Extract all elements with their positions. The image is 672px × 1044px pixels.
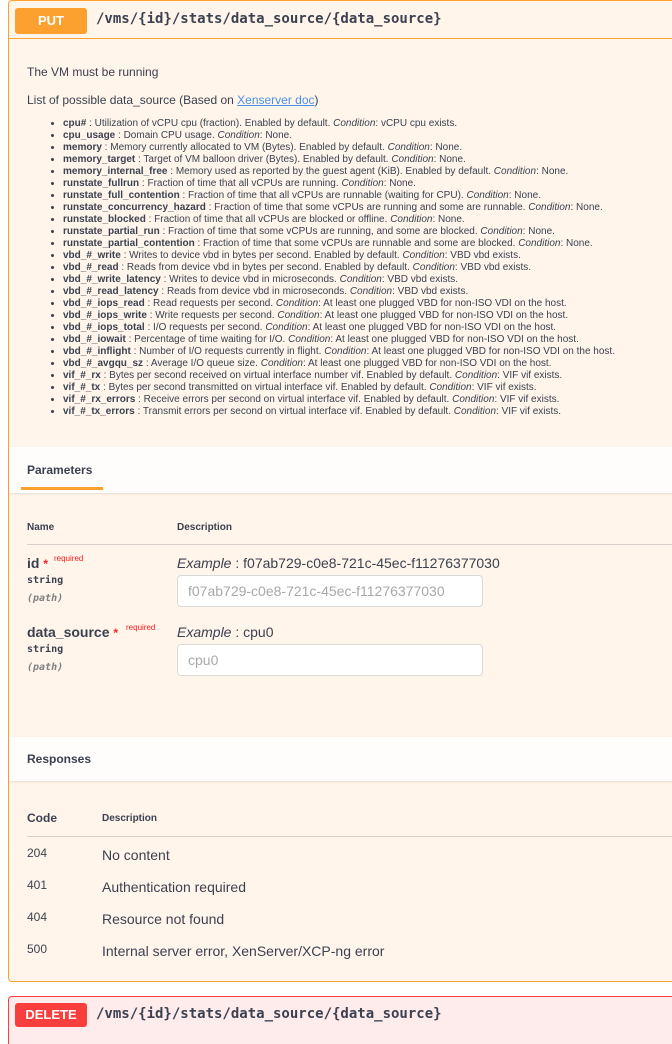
data-source-name: vbd_#_read [63,262,119,273]
data-source-condition-label: Condition [390,214,433,225]
data-source-condition-text: : VBD vbd exists. [392,286,469,297]
description-data-source-intro: List of possible data_source (Based on Xenserver doc) [27,93,319,107]
data-source-name: cpu# [63,118,87,129]
param-location-id: (path) [27,593,64,604]
data-source-condition-text: : VIF vif exists. [497,370,563,381]
data-source-condition-text: : At least one plugged VBD for non-ISO VDI on the host. [307,322,557,333]
data-source-condition-label: Condition [518,238,561,249]
data-source-item [63,370,672,382]
data-source-item [63,310,672,322]
data-source-item [63,406,672,418]
data-source-condition-text: : At least one plugged VBD for non-ISO VDI on the host. [318,298,567,309]
param-example-data-source: Example : cpu0 [177,624,274,640]
data-source-text: : Reads from device vbd in bytes per second. Enabled by default. [118,262,413,273]
data-source-list [27,118,672,418]
data-source-name: vbd_#_write [63,250,121,261]
data-source-item [63,382,672,394]
put-operation-summary[interactable] [9,1,672,39]
data-source-condition-label: Condition [275,298,319,309]
response-description: Authentication required [102,879,246,895]
response-description: No content [102,847,170,863]
data-source-text: : Fraction of time that some vCPUs are runnable and some are blocked. [194,238,519,249]
data-source-condition-label: Condition [333,118,376,129]
data-source-text: : Writes to device vbd in bytes per second. Enabled by default. [120,250,403,261]
param-example-id: Example : f07ab729-c0e8-721c-45ec-f11276377030 [177,555,500,571]
response-description: Resource not found [102,911,225,927]
data-source-condition-text: : None. [432,214,465,225]
data-source-name: memory_target [63,154,136,165]
data-source-condition-text: : None. [522,226,555,237]
data-source-text: : I/O requests per second. [144,322,266,333]
data-source-text: : Fraction of time that some vCPUs are running and some are runnable. [205,202,529,213]
data-source-text: : Write requests per second. [146,310,278,321]
xenserver-doc-link[interactable]: Xenserver doc [237,93,315,107]
data-source-item [63,298,672,310]
data-source-condition-label: Condition [528,202,571,213]
data-source-condition-label: Condition [412,262,455,273]
data-source-text: : Memory currently allocated to VM (Bytes). Enabled by default. [101,142,388,153]
data-source-condition-label: Condition [339,274,382,285]
response-code: 401 [27,878,48,892]
data-source-item [63,190,672,202]
data-source-condition-text: : VIF vif exists. [471,382,537,393]
data-source-condition-text: : vCPU cpu exists. [375,118,458,129]
data-source-condition-text: : At least one plugged VBD for non-ISO VDI on the host. [319,310,569,321]
data-source-condition-label: Condition [429,382,472,393]
data-source-item [63,226,672,238]
param-input-data-source[interactable] [177,644,483,676]
data-source-name: vbd_#_read_latency [63,286,159,297]
responses-header [9,737,672,781]
param-type-id: string [27,575,64,586]
data-source-item [63,250,672,262]
data-source-condition-label: Condition [265,322,308,333]
data-source-condition-label: Condition [387,142,430,153]
parameters-tab-underline [21,487,103,490]
data-source-condition-label: Condition [341,178,384,189]
data-source-name: vif_#_rx [63,370,101,381]
data-source-condition-label: Condition [452,394,495,405]
data-source-condition-label: Condition [454,370,498,381]
data-source-condition-text: : None. [433,154,466,165]
data-source-condition-text: : None. [560,238,593,249]
param-col-description: Description [177,522,233,533]
data-source-name: runstate_blocked [63,214,146,225]
data-source-item [63,358,672,370]
data-source-name: memory [63,142,102,153]
data-source-condition-label: Condition [480,226,523,237]
data-source-name: cpu_usage [63,130,116,141]
data-source-condition-label: Condition [402,250,445,261]
data-source-text: : Read requests per second. [144,298,276,309]
data-source-condition-label: Condition [324,346,367,357]
param-required-id: required [54,554,84,563]
data-source-condition-text: : None. [429,142,463,153]
data-source-name: vbd_#_iops_write [63,310,147,321]
responses-header-divider [27,836,672,837]
data-source-item [63,274,672,286]
data-source-condition-text: : None. [536,166,569,177]
data-source-name: vif_#_tx [63,382,101,393]
parameters-header [9,447,672,493]
param-location-data-source: (path) [27,662,64,673]
data-source-item [63,346,672,358]
responses-title: Responses [27,752,92,766]
param-type-data-source: string [27,644,64,655]
data-source-text: : Number of I/O requests currently in flight. [130,346,325,357]
data-source-item [63,142,672,154]
response-code: 204 [27,846,48,860]
data-source-name: vif_#_tx_errors [63,406,135,417]
data-source-condition-text: : At least one plugged VBD for non-ISO VDI on the host. [302,358,552,369]
data-source-condition-text: : VBD vbd exists. [444,250,521,261]
data-source-condition-label: Condition [260,358,303,369]
data-source-text: : Transmit errors per second on virtual interface vif. Enabled by default. [134,406,454,417]
data-source-name: runstate_full_contention [63,190,180,201]
data-source-text: : Bytes per second received on virtual interface number vif. Enabled by default. [100,370,455,381]
data-source-condition-label: Condition [277,310,320,321]
response-description: Internal server error, XenServer/XCP-ng error [102,943,385,959]
param-header-divider [27,544,672,545]
data-source-text: : Percentage of time waiting for I/O. [125,334,289,345]
data-source-text: : Writes to device vbd in microseconds. [160,274,340,285]
data-source-text: : Reads from device vbd in microseconds. [158,286,350,297]
data-source-condition-text: : VIF vif exists. [496,406,562,417]
data-source-text: : Utilization of vCPU cpu (fraction). Enabled by default. [86,118,334,129]
data-source-condition-label: Condition [349,286,393,297]
data-source-condition-label: Condition [466,190,509,201]
data-source-condition-label: Condition [288,334,331,345]
data-source-name: vbd_#_iowait [63,334,126,345]
operation-description [27,65,672,418]
data-source-name: vbd_#_inflight [63,346,131,357]
data-source-condition-text: : VBD vbd exists. [381,274,459,285]
data-source-item [63,118,672,130]
param-col-name: Name [27,522,55,533]
data-source-condition-text: : At least one plugged VBD for non-ISO VDI on the host. [330,334,579,345]
put-method-badge: PUT [15,8,87,34]
data-source-name: vbd_#_avgqu_sz [63,358,144,369]
data-source-condition-label: Condition [391,154,434,165]
delete-method-badge: DELETE [15,1003,87,1027]
data-source-text: : Target of VM balloon driver (Bytes). Enabled by default. [135,154,392,165]
put-operation-path: /vms/{id}/stats/data_source/{data_source} [96,11,442,27]
data-source-name: runstate_partial_run [63,226,160,237]
parameters-title[interactable]: Parameters [27,463,93,477]
param-required-data-source: required [126,623,156,632]
data-source-condition-label: Condition [493,166,537,177]
data-source-condition-text: : None. [383,178,416,189]
data-source-condition-text: : VIF vif exists. [494,394,560,405]
data-source-name: vbd_#_iops_total [63,322,145,333]
put-operation-block [8,0,672,982]
data-source-condition-label: Condition [217,130,260,141]
data-source-name: vbd_#_iops_read [63,298,145,309]
data-source-item [63,334,672,346]
data-source-name: vif_#_rx_errors [63,394,136,405]
data-source-name: vbd_#_write_latency [63,274,161,285]
data-source-item [63,130,672,142]
data-source-item [63,178,672,190]
data-source-text: : Fraction of time that all vCPUs are runnable (waiting for CPU). [179,190,467,201]
param-name-id: id * [27,555,49,571]
data-source-text: : Fraction of time that all vCPUs are running. [139,178,342,189]
data-source-name: runstate_partial_contention [63,238,195,249]
data-source-condition-text: : None. [508,190,541,201]
data-source-item [63,238,672,250]
data-source-text: : Fraction of time that all vCPUs are blocked or offline. [145,214,391,225]
data-source-item [63,214,672,226]
data-source-text: : Average I/O queue size. [143,358,261,369]
data-source-text: : Receive errors per second on virtual interface vif. Enabled by default. [135,394,453,405]
data-source-text: : Bytes per second transmitted on virtual interface vif. Enabled by default. [100,382,430,393]
data-source-name: memory_internal_free [63,166,168,177]
responses-col-description: Description [102,813,158,824]
response-code: 404 [27,910,48,924]
delete-operation-path: /vms/{id}/stats/data_source/{data_source} [96,1006,442,1022]
data-source-condition-text: : None. [259,130,293,141]
data-source-item [63,202,672,214]
data-source-condition-text: : None. [570,202,603,213]
data-source-condition-label: Condition [453,406,497,417]
data-source-item [63,286,672,298]
data-source-name: runstate_fullrun [63,178,140,189]
data-source-condition-text: : At least one plugged VBD for non-ISO VDI on the host. [366,346,615,357]
data-source-item [63,154,672,166]
data-source-item [63,322,672,334]
delete-operation-block[interactable] [8,996,672,1044]
description-running-note: The VM must be running [27,65,159,79]
data-source-text: : Memory used as reported by the guest agent (KiB). Enabled by default. [167,166,494,177]
data-source-item [63,394,672,406]
data-source-text: : Fraction of time that some vCPUs are running, and some are blocked. [159,226,481,237]
data-source-name: runstate_concurrency_hazard [63,202,206,213]
responses-col-code: Code [27,811,57,825]
data-source-item [63,262,672,274]
data-source-text: : Domain CPU usage. [115,130,218,141]
param-input-id[interactable] [177,575,483,607]
response-code: 500 [27,942,48,956]
data-source-condition-text: : VBD vbd exists. [454,262,532,273]
data-source-item [63,166,672,178]
param-name-data-source: data_source * [27,624,119,640]
